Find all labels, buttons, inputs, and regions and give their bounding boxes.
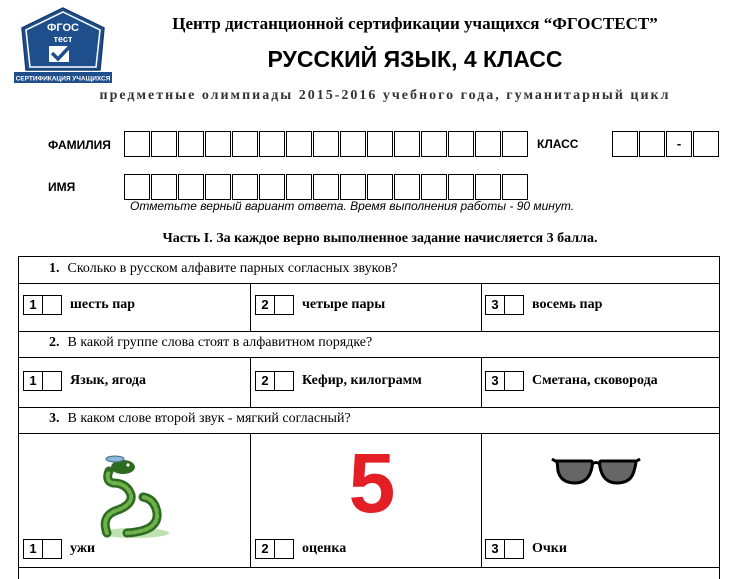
class-separator: -	[666, 131, 692, 157]
option-text: Сметана, сковорода	[532, 373, 658, 388]
question-2	[49, 335, 372, 351]
question-number: 2.	[49, 335, 60, 350]
option-number: 1	[23, 539, 43, 559]
class-box[interactable]	[639, 131, 665, 157]
question-number: 3.	[49, 411, 60, 426]
answer-box[interactable]	[43, 295, 62, 315]
letter-box[interactable]	[367, 131, 393, 157]
option-text: ужи	[70, 541, 96, 556]
answer-box[interactable]	[275, 539, 294, 559]
letter-box[interactable]	[124, 131, 150, 157]
col-divider	[481, 283, 482, 331]
q2-option-1[interactable]	[23, 371, 146, 391]
row-divider	[19, 357, 719, 358]
glasses-icon	[551, 453, 641, 493]
letter-box[interactable]	[448, 174, 474, 200]
answer-box[interactable]	[505, 295, 524, 315]
q3-option-3[interactable]	[485, 539, 567, 559]
q1-option-1[interactable]	[23, 295, 135, 315]
option-number: 3	[485, 295, 505, 315]
surname-label: ФАМИЛИЯ	[48, 138, 111, 152]
letter-box[interactable]	[475, 131, 501, 157]
option-number: 1	[23, 371, 43, 391]
part-heading: Часть I. За каждое верно выполненное задание начисляется 3 балла.	[162, 231, 598, 246]
q1-option-3[interactable]	[485, 295, 602, 315]
subject-title: РУССКИЙ ЯЗЫК, 4 КЛАСС	[267, 46, 563, 72]
letter-box[interactable]	[286, 174, 312, 200]
questions-table	[18, 256, 720, 579]
letter-box[interactable]	[394, 131, 420, 157]
question-text: В какой группе слова стоят в алфавитном порядке?	[67, 335, 373, 350]
answer-box[interactable]	[43, 371, 62, 391]
letter-box[interactable]	[502, 174, 528, 200]
q3-option-2[interactable]	[255, 539, 346, 559]
col-divider	[250, 283, 251, 331]
answer-box[interactable]	[43, 539, 62, 559]
letter-box[interactable]	[259, 174, 285, 200]
option-number: 2	[255, 539, 275, 559]
season-subtitle: предметные олимпиады 2015-2016 учебного года, гуманитарный цикл	[99, 88, 671, 103]
letter-box[interactable]	[205, 131, 231, 157]
letter-box[interactable]	[205, 174, 231, 200]
snake-icon	[97, 453, 173, 539]
letter-box[interactable]	[259, 131, 285, 157]
name-field[interactable]	[124, 174, 529, 200]
option-text: шесть пар	[70, 297, 136, 312]
letter-box[interactable]	[178, 174, 204, 200]
surname-field[interactable]	[124, 131, 529, 157]
col-divider	[250, 433, 251, 567]
option-number: 3	[485, 371, 505, 391]
question-3	[49, 411, 351, 427]
col-divider	[481, 357, 482, 407]
option-number: 3	[485, 539, 505, 559]
question-number: 1.	[49, 261, 60, 276]
q1-option-2[interactable]	[255, 295, 385, 315]
question-text: В каком слове второй звук - мягкий согласный?	[67, 411, 351, 426]
row-divider	[19, 567, 719, 568]
letter-box[interactable]	[286, 131, 312, 157]
option-text: Язык, ягода	[70, 373, 146, 388]
q3-option-1[interactable]	[23, 539, 95, 559]
class-label: КЛАСС	[537, 137, 579, 151]
option-text: оценка	[302, 541, 347, 556]
question-text: Сколько в русском алфавите парных согласных звуков?	[67, 261, 398, 276]
grade-five-image: 5	[348, 436, 396, 530]
col-divider	[250, 357, 251, 407]
letter-box[interactable]	[151, 174, 177, 200]
row-divider	[19, 407, 719, 408]
fgostest-logo	[14, 6, 112, 86]
letter-box[interactable]	[313, 131, 339, 157]
letter-box[interactable]	[448, 131, 474, 157]
option-text: четыре пары	[302, 297, 386, 312]
logo-line2: тест	[53, 34, 73, 44]
q2-option-3[interactable]	[485, 371, 658, 391]
letter-box[interactable]	[232, 174, 258, 200]
q2-option-2[interactable]	[255, 371, 422, 391]
option-text: Кефир, килограмм	[302, 373, 422, 388]
center-title: Центр дистанционной сертификации учащихся “ФГОСТЕСТ”	[172, 14, 658, 33]
name-label: ИМЯ	[48, 180, 76, 194]
col-divider	[481, 433, 482, 567]
letter-box[interactable]	[340, 174, 366, 200]
class-field[interactable]	[612, 131, 720, 157]
letter-box[interactable]	[394, 174, 420, 200]
letter-box[interactable]	[421, 131, 447, 157]
letter-box[interactable]	[475, 174, 501, 200]
letter-box[interactable]	[124, 174, 150, 200]
logo-line1: ФГОС	[47, 22, 79, 34]
letter-box[interactable]	[232, 131, 258, 157]
letter-box[interactable]	[313, 174, 339, 200]
logo-band: СЕРТИФИКАЦИЯ УЧАЩИХСЯ	[15, 75, 111, 83]
option-text: Очки	[532, 541, 567, 556]
letter-box[interactable]	[367, 174, 393, 200]
answer-box[interactable]	[275, 371, 294, 391]
class-box[interactable]	[612, 131, 638, 157]
letter-box[interactable]	[421, 174, 447, 200]
answer-box[interactable]	[275, 295, 294, 315]
letter-box[interactable]	[151, 131, 177, 157]
option-number: 1	[23, 295, 43, 315]
instructions: Отметьте верный вариант ответа. Время выполнения работы - 90 минут.	[130, 199, 575, 213]
letter-box[interactable]	[178, 131, 204, 157]
option-number: 2	[255, 295, 275, 315]
answer-box[interactable]	[505, 371, 524, 391]
question-1	[49, 261, 398, 277]
option-text: восемь пар	[532, 297, 603, 312]
option-number: 2	[255, 371, 275, 391]
letter-box[interactable]	[502, 131, 528, 157]
row-divider	[19, 331, 719, 332]
row-divider	[19, 283, 719, 284]
class-box[interactable]	[693, 131, 719, 157]
answer-box[interactable]	[505, 539, 524, 559]
letter-box[interactable]	[340, 131, 366, 157]
